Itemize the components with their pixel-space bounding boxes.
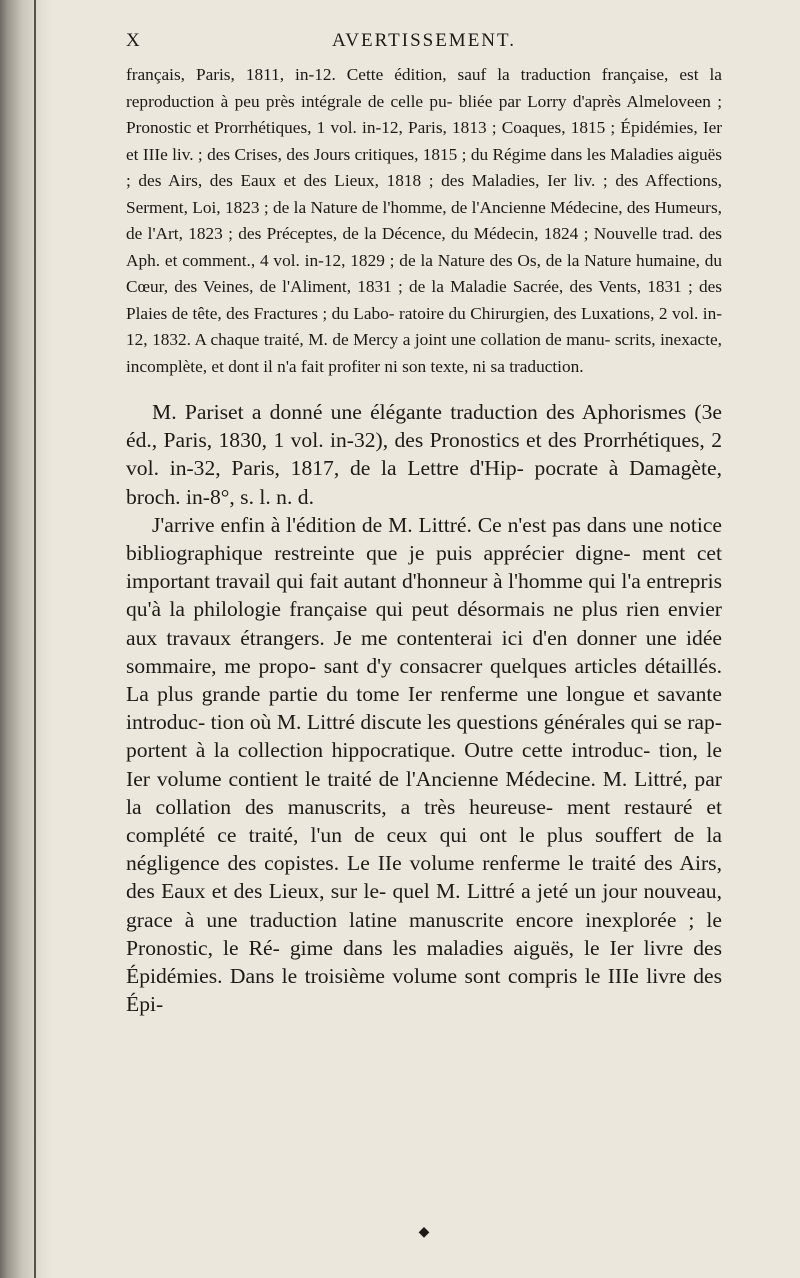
running-head [126, 30, 722, 52]
text-line: portent à la collection hippocratique. Outre cette introduc- [126, 738, 659, 763]
text-line: sant d'y consacrer quelques articles détaillés. La plus grande [126, 653, 722, 707]
binding-edge [34, 0, 36, 1278]
text-line: désormais ne plus rien envier aux travaux étrangers. Je me [126, 597, 722, 650]
text-line: Humeurs, de l'Art, 1823 ; des Préceptes, de la Décence, du [126, 197, 722, 243]
text-line: notice bibliographique restreinte que je puis apprécier digne- [126, 512, 722, 566]
text-line: A chaque traité, M. de Mercy a joint une collation de manu- [194, 330, 615, 349]
text-line: latine manuscrite encore inexplorée ; le Pronostic, le Ré- [126, 907, 722, 960]
text-line: français, Paris, 1811, in-12. Cette édition, sauf la traduction [126, 65, 602, 84]
text-line: in-12, 1829 ; de la Nature des Os, de la Nature humaine, du [304, 250, 722, 270]
ornament-diamond: ◆ [418, 1225, 430, 1240]
text-line: IIIe liv. ; des Crises, des Jours critiques, 1815 ; du Régime [142, 144, 551, 164]
page-number: X [126, 30, 141, 51]
text-line: M. Littré, par la collation des manuscrits, a très heureuse- [126, 766, 722, 819]
text-line: (3e éd., Paris, 1830, 1 vol. in-32), des Pronostics et des [126, 400, 722, 453]
text-line: quel M. Littré a jeté un jour nouveau, grace à une traduction [126, 879, 722, 932]
text-line: Cœur, des Veines, de l'Aliment, 1831 ; de la Maladie Sacrée, [126, 277, 570, 296]
text-line: tion où M. Littré discute les questions générales qui se rap- [210, 710, 722, 735]
text-line: J'arrive enfin à l'édition de M. Littré. Ce n'est pas dans une [152, 512, 670, 537]
text-line: ment cet important travail qui fait autant d'honneur à [126, 541, 722, 594]
book-binding-shadow [0, 0, 52, 1278]
text-line: contenterai ici d'en donner une idée sommaire, me propo- [126, 625, 722, 678]
text-line: 1823 ; de la Nature de l'homme, de l'Ancienne Médecine, des [224, 197, 655, 217]
littre-paragraph [126, 511, 722, 1019]
text-line: texte, ni sa traduction. [430, 356, 584, 376]
text-line: française, est la reproduction à peu près intégrale de celle pu- [126, 65, 722, 111]
text-line: Médecin, 1824 ; Nouvelle trad. des Aph. et comment., 4 vol. [126, 224, 722, 270]
text-line: ratoire du Chirurgien, des Luxations, 2 vol. in-12, 1832. [126, 303, 722, 349]
text-line: dans les Maladies aiguës ; des Airs, des Eaux et des Lieux, [126, 144, 722, 190]
text-line: Prorrhétiques, 2 vol. in-32, Paris, 1817, de la Lettre d'Hip- [126, 428, 722, 481]
text-line: des Vents, 1831 ; des Plaies de tête, des Fractures ; du Labo- [126, 277, 722, 323]
text-line: gime dans les maladies aiguës, le Ier livre des Épidémies. [126, 935, 723, 989]
text-line: partie du tome Ier renferme une longue et savante introduc- [126, 682, 722, 735]
running-title: AVERTISSEMENT. [332, 30, 516, 51]
text-line: bliée par Lorry d'après Almeloveen ; Pronostic et Prorrhétiques, [126, 91, 723, 137]
text-line: scrits, inexacte, incomplète, et dont il n'a fait profiter ni son [126, 330, 722, 376]
text-line: plus souffert de la négligence des copistes. Le IIe volume [126, 823, 722, 876]
text-line: 1818 ; des Maladies, Ier liv. ; des Affections, Serment, Loi, [126, 171, 722, 217]
text-line: ment restauré et complété ce traité, l'un de ceux qui ont le [126, 794, 722, 848]
text-line: renferme le traité des Airs, des Eaux et des Lieux, sur le- [126, 851, 722, 904]
text-line: 1 vol. in-12, Paris, 1813 ; Coaques, 1815 ; Épidémies, Ier et [126, 118, 722, 164]
text-line: pocrate à Damagète, broch. in-8°, s. l. n. d. [126, 456, 722, 509]
mercy-editions-paragraph [126, 62, 722, 380]
book-page [126, 30, 722, 1018]
text-line: Dans le troisième volume sont compris le IIIe livre des Épi- [126, 964, 722, 1017]
text-line: tion, le Ier volume contient le traité de l'Ancienne Médecine. [126, 738, 722, 791]
text-line: M. Pariset a donné une élégante traduction des Aphorismes [152, 400, 695, 424]
text-line: l'homme qui l'a entrepris qu'à la philologie française qui peut [126, 569, 722, 622]
pariset-paragraph [126, 398, 722, 511]
